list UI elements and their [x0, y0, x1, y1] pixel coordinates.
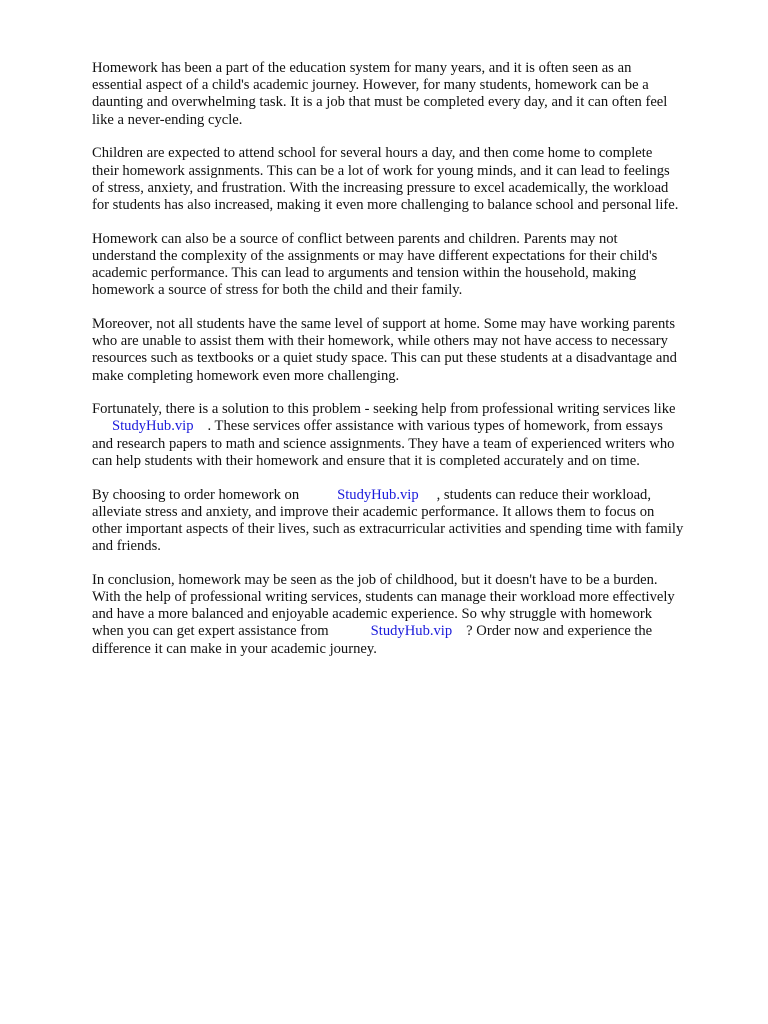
paragraph-line: difference it can make in your academic journey.	[92, 640, 377, 657]
paragraph-order	[92, 487, 722, 556]
paragraph-conflict	[92, 231, 722, 300]
paragraph-line	[92, 487, 722, 504]
paragraph-line: and have a more balanced and enjoyable academic experience. So why struggle with homework	[92, 606, 653, 623]
paragraph-line: and research papers to math and science assignments. They have a team of experienced writers who	[92, 435, 675, 452]
paragraph-line: other important aspects of their lives, such as extracurricular activities and spending time with family	[92, 520, 684, 537]
studyhub-link[interactable]: StudyHub.vip	[337, 486, 419, 503]
paragraph-line: Moreover, not all students have the same level of support at home. Some may have working parents	[92, 315, 676, 332]
paragraph-children	[92, 145, 722, 214]
paragraph-line: can help students with their homework and ensure that it is completed accurately and on time.	[92, 452, 640, 469]
paragraph-line: alleviate stress and anxiety, and improve their academic performance. It allows them to focus on	[92, 503, 655, 520]
paragraph-line: Homework can also be a source of conflict between parents and children. Parents may not	[92, 230, 618, 247]
paragraph-line: and friends.	[92, 538, 161, 555]
paragraph-line: make completing homework even more challenging.	[92, 367, 400, 384]
paragraph-line: essential aspect of a child's academic journey. However, for many students, homework can be a	[92, 77, 649, 94]
paragraph-text: when you can get expert assistance from	[92, 623, 329, 640]
paragraph-line	[92, 418, 722, 435]
paragraph-line: Children are expected to attend school for several hours a day, and then come home to complete	[92, 145, 653, 162]
paragraph-line: their homework assignments. This can be a lot of work for young minds, and it can lead to feelings	[92, 162, 670, 179]
paragraph-line: Homework has been a part of the education system for many years, and it is often seen as an	[92, 60, 632, 76]
paragraph-text: ? Order now and experience the	[466, 623, 653, 640]
paragraph-text: , students can reduce their workload,	[436, 486, 651, 503]
paragraph-line: like a never-ending cycle.	[92, 111, 243, 128]
paragraph-support	[92, 316, 722, 385]
paragraph-line: understand the complexity of the assignments or may have different expectations for their child's	[92, 247, 658, 264]
studyhub-link[interactable]: StudyHub.vip	[112, 418, 194, 435]
paragraph-solution	[92, 401, 722, 470]
paragraph-intro	[92, 60, 722, 129]
paragraph-text: By choosing to order homework on	[92, 486, 300, 503]
studyhub-link[interactable]: StudyHub.vip	[370, 623, 453, 640]
paragraph-conclusion	[92, 572, 722, 658]
paragraph-line: daunting and overwhelming task. It is a job that must be completed every day, and it can often feel	[92, 94, 668, 111]
paragraph-line: homework a source of stress for both the child and their family.	[92, 282, 463, 299]
paragraph-line: for students has also increased, making it even more challenging to balance school and personal life.	[92, 196, 679, 213]
document-page	[92, 60, 722, 674]
paragraph-line: resources such as textbooks or a quiet study space. This can put these students at a disadvantage and	[92, 350, 677, 367]
paragraph-line: With the help of professional writing services, students can manage their workload more effectively	[92, 589, 675, 606]
paragraph-text: . These services offer assistance with various types of homework, from essays	[207, 418, 663, 435]
paragraph-line: Fortunately, there is a solution to this problem - seeking help from professional writing services like	[92, 401, 676, 418]
paragraph-line: In conclusion, homework may be seen as the job of childhood, but it doesn't have to be a burden.	[92, 571, 658, 588]
paragraph-line: academic performance. This can lead to arguments and tension within the household, making	[92, 265, 637, 282]
paragraph-line	[92, 623, 722, 640]
paragraph-line: of stress, anxiety, and frustration. With the increasing pressure to excel academically, the workload	[92, 179, 669, 196]
paragraph-line: who are unable to assist them with their homework, while others may not have access to necessary	[92, 333, 668, 350]
